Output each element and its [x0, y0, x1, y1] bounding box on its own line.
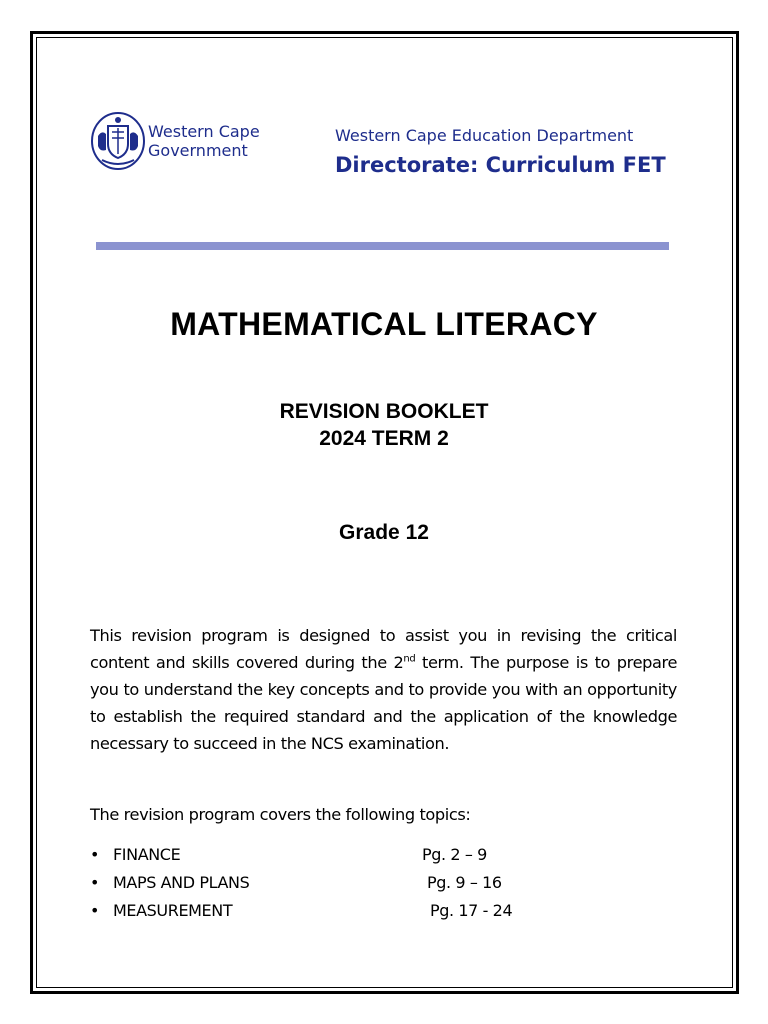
department-name: Western Cape Education Department	[335, 126, 634, 145]
coat-of-arms-icon	[90, 110, 146, 172]
topic-item	[90, 845, 590, 873]
western-cape-government-logo	[90, 110, 290, 172]
topic-pages: Pg. 2 – 9	[422, 845, 487, 864]
header-divider	[96, 242, 669, 250]
logo-text: Western Cape Government	[148, 122, 260, 160]
bullet-icon: •	[90, 873, 100, 892]
topic-pages: Pg. 9 – 16	[427, 873, 502, 892]
topic-pages: Pg. 17 - 24	[430, 901, 513, 920]
topic-name: MAPS AND PLANS	[113, 873, 250, 892]
bullet-icon: •	[90, 901, 100, 920]
intro-text-end: term. The purpose is to prepare you to understand the key concepts and to provide you with an opportunity to establish the required standard and the application of the knowledge necessary to succeed in the NCS examination.	[90, 653, 677, 753]
topic-item	[90, 901, 590, 929]
bullet-icon: •	[90, 845, 100, 864]
intro-superscript: nd	[403, 653, 416, 665]
intro-text-start: This revision program is designed to assist you in revising the critical content and skills covered during the 2	[90, 626, 677, 672]
directorate-name: Directorate: Curriculum FET	[335, 153, 666, 177]
topics-intro: The revision program covers the following topics:	[90, 805, 471, 824]
subtitle-booklet: REVISION BOOKLET	[279, 400, 489, 423]
intro-paragraph	[90, 622, 677, 757]
subtitle-term: 2024 TERM 2	[319, 427, 449, 450]
page-title: MATHEMATICAL LITERACY	[170, 306, 598, 342]
topic-name: FINANCE	[113, 845, 181, 864]
topic-item	[90, 873, 590, 901]
grade-label: Grade 12	[339, 521, 429, 544]
topic-name: MEASUREMENT	[113, 901, 233, 920]
